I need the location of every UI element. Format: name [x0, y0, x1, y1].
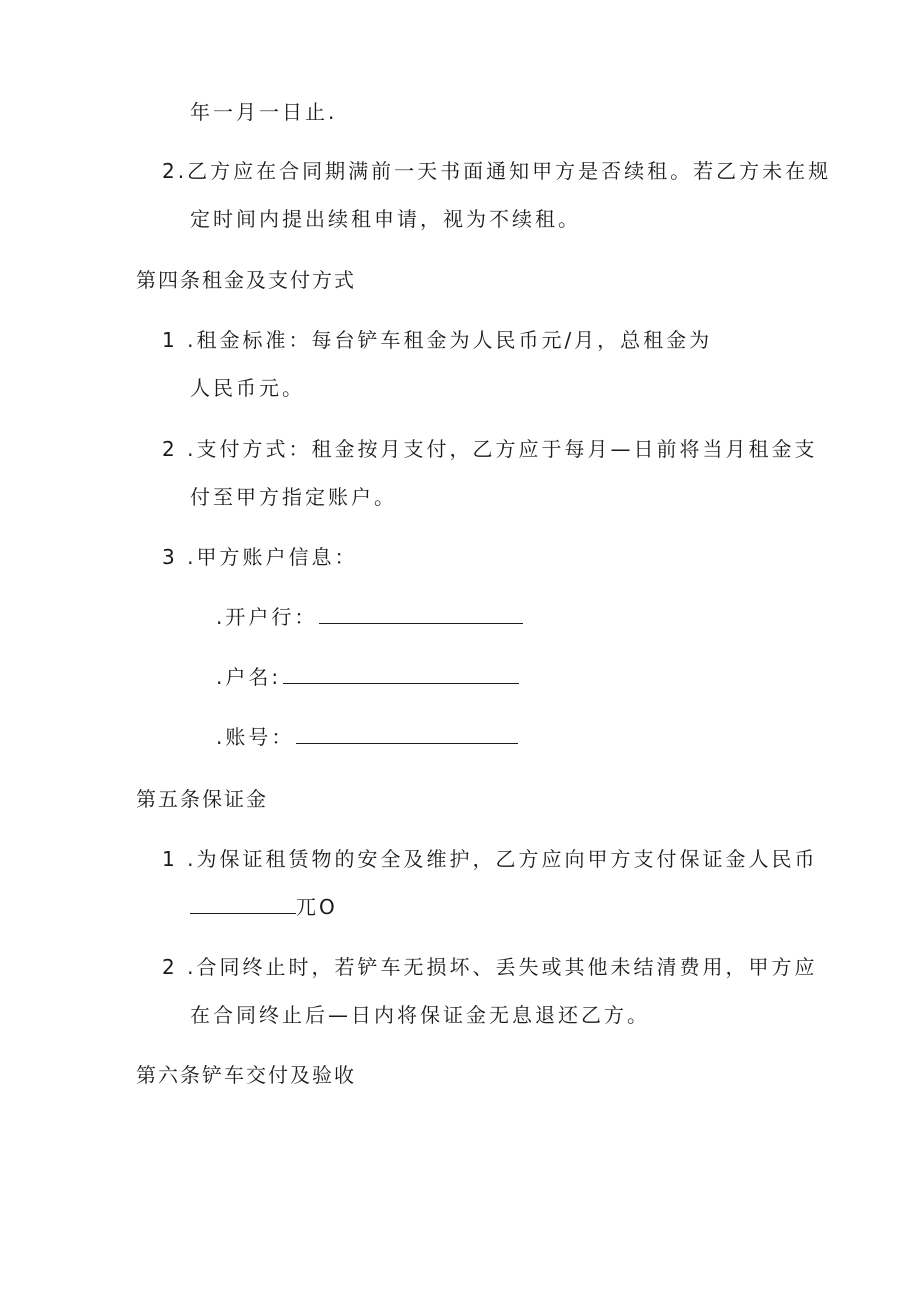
deposit-amount-line [190, 893, 338, 921]
blank-line [190, 893, 296, 914]
text-line: 1 .租金标准：每台铲车租金为人民币元/月，总租金为 [162, 328, 713, 352]
text-line: 付至甲方指定账户。 [190, 485, 397, 509]
section-heading: 第五条保证金 [136, 787, 268, 811]
currency-unit: 兀O [296, 895, 338, 919]
text-line: 1 .为保证租赁物的安全及维护，乙方应向甲方支付保证金人民币 [162, 847, 818, 871]
text-line: 2 .合同终止时，若铲车无损坏、丢失或其他未结清费用，甲方应 [162, 955, 818, 979]
blank-line [283, 663, 519, 684]
text-line: 人民币元。 [190, 376, 305, 400]
blank-line [319, 603, 523, 624]
text-line: 2 .支付方式：租金按月支付，乙方应于每月—日前将当月租金支 [162, 437, 818, 461]
blank-line [296, 723, 518, 744]
bank-name-field [216, 603, 523, 631]
account-number-field [216, 723, 518, 751]
text-line: 在合同终止后—日内将保证金无息退还乙方。 [190, 1003, 650, 1027]
text-line: 2.乙方应在合同期满前一天书面通知甲方是否续租。若乙方未在规 [162, 159, 832, 183]
field-label: .开户行： [216, 605, 318, 629]
account-name-field [216, 663, 519, 691]
field-label: .户名: [216, 665, 282, 689]
section-heading: 第四条租金及支付方式 [136, 268, 356, 292]
section-heading: 第六条铲车交付及验收 [136, 1063, 356, 1087]
text-line: 3 .甲方账户信息： [162, 545, 358, 569]
field-label: .账号： [216, 725, 295, 749]
text-line: 年一月一日止. [190, 100, 338, 124]
text-line: 定时间内提出续租申请，视为不续租。 [190, 207, 581, 231]
